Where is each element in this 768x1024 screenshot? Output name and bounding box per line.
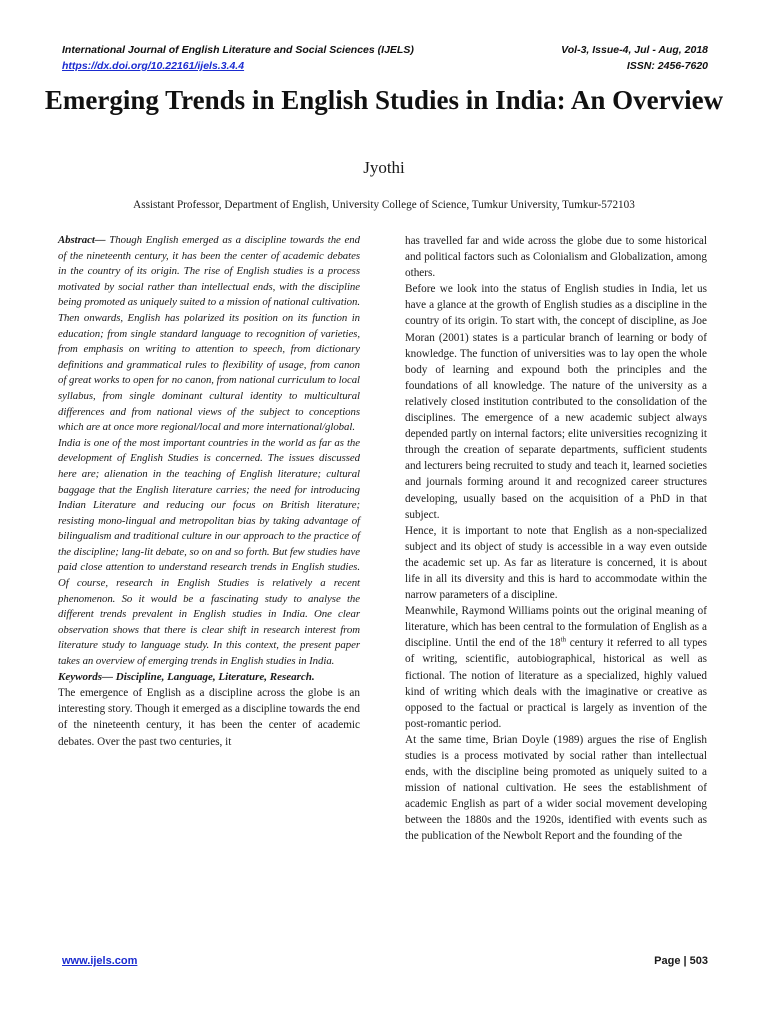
author-name: Jyothi	[363, 158, 405, 177]
author-affiliation: Assistant Professor, Department of English, University College of Science, Tumkur University, Tumkur-572103	[133, 199, 635, 211]
left-column	[58, 233, 360, 750]
doi-link[interactable]: https://dx.doi.org/10.22161/ijels.3.4.4	[62, 60, 245, 72]
abstract-paragraph-1	[58, 233, 360, 436]
body-paragraph-4	[405, 603, 707, 732]
paper-title: Emerging Trends in English Studies in India: An Overview	[44, 85, 724, 115]
volume-issue: Vol-3, Issue-4, Jul - Aug, 2018	[561, 44, 708, 56]
journal-header	[62, 44, 708, 56]
body-paragraph-1: has travelled far and wide across the globe due to some historical and political factors such as Colonialism and Globalization, among others.	[405, 235, 707, 280]
body-paragraph-5: At the same time, Brian Doyle (1989) argues the rise of English studies is a process motivated by social rather than intellectual ends, with the discipline being promoted as uniquely suited to a mission of national cultivation. He sees the establishment of academic English as part of a wider social movement developing between the 1880s and the 1920s, identified with events such as the publication of the Newbolt Report and the founding of the	[405, 733, 707, 843]
doi-line	[62, 60, 708, 72]
keywords: Keywords— Discipline, Language, Literature, Research.	[58, 670, 315, 683]
page-number: Page | 503	[654, 955, 708, 967]
superscript-th: th	[560, 635, 567, 644]
issn: ISSN: 2456-7620	[626, 60, 708, 72]
journal-name: International Journal of English Literature and Social Sciences (IJELS)	[62, 44, 414, 56]
journal-website-link[interactable]: www.ijels.com	[62, 955, 138, 967]
abstract-label: Abstract—	[58, 234, 106, 246]
abstract-paragraph-2: India is one of the most important countries in the world as far as the development of English Studies is concerned. The issues discussed here are; alienation in the teaching of English literature; cultural baggage that the English literature carries; the need for introducing Indian Literature and reducing our focus on British literature; resisting mono-lingual and metropolitan bias by taking advantage of bilingualism and traditional culture in our approach to the practice of the discipline; lang-lit debate, so on and so forth. But few studies have paid close attention to understand research trends in English studies. Of course, research in English Studies is relatively a recent phenomenon. So it would be a fascinating study to analyse the different trends prevalent in English studies in India. One clear observation shows that there is clear shift in research interest from literature study to language study. In this context, the present paper takes an overview of emerging trends in English studies in India.	[58, 436, 360, 668]
body-paragraph-2: Before we look into the status of English studies in India, let us have a glance at the growth of English studies as a discipline in the country of its origin. To start with, the concept of discipline, as Joe Moran (2001) states is a particular branch of learning or body of knowledge. The function of universities was to lay open the whole body of learning and expound both the principles and the foundations of all knowledge. The nature of the university as a relatively closed institution contributed to the consolidation of the disciplines. The emergence of a new academic subject always depended partly on internal factors; elite universities recognizing it through the creation of separate departments, sufficient students and lecturers being recruited to study and teach it, learned societies and journals forming around it and recognized career structures developing, usually based on the acquisition of a PhD in that subject.	[405, 283, 707, 521]
body-paragraph-4-start: Meanwhile, Raymond Williams points out the original meaning of literature, which has been central to the formulation of English as a discipline. Until the end of the 18	[405, 605, 707, 650]
body-paragraph-3: Hence, it is important to note that English as a non-specialized subject and its object of study is accessible in a way even outside the academic set up. As far as literature is concerned, it is about life in all its diversity and this is hard to accommodate within the narrow parameters of a discipline.	[405, 524, 707, 602]
right-column	[405, 233, 707, 845]
body-paragraph-4-end: century it referred to all types of writing, scientific, autobiographical, historical as well as fictional. The notion of literature as a specialized, highly valued kind of writing which deals with the imaginative or creative as opposed to the factual or practical is largely as invention of the post-romantic period.	[405, 637, 707, 730]
page-footer	[62, 955, 708, 967]
abstract-text-1: Though English emerged as a discipline towards the end of the nineteenth century, it has been the center of academic debates in the country of its origin. The rise of English studies is a process motivated by social rather than intellectual ends, with the discipline being promoted as uniquely suited to a mission of national cultivation. Then onwards, English has polarized its position on its function in education; from single standard language to recognition of varieties, from emphasis on writing to attention to speech, from dictionary definitions and grammatical rules to flexibility of usage, from canon of great works to open for no canon, from national curriculum to local syllabus, from single dominant cultural identity to multicultural differences and from national views of the subject to conceptions which are at once more regional/local and more international/global.	[58, 234, 360, 434]
intro-paragraph: The emergence of English as a discipline across the globe is an interesting story. Though it emerged as a discipline towards the end of the nineteenth century, it has been the center of academic debates. Over the past two centuries, it	[58, 687, 360, 748]
